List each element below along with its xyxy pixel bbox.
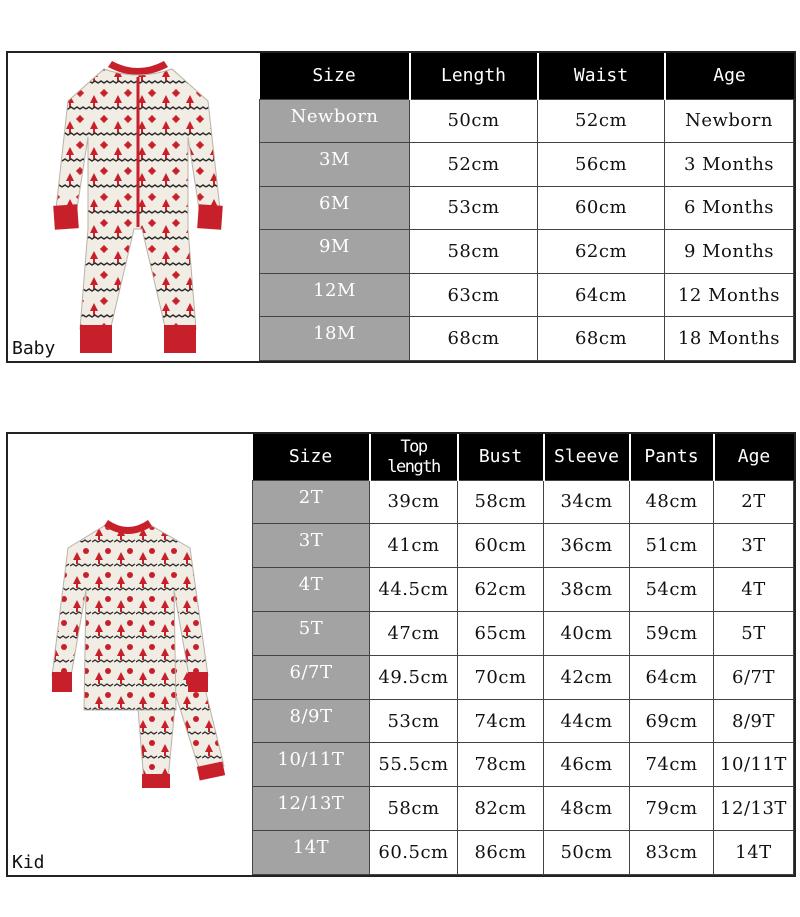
size-cell: 5T	[253, 611, 370, 655]
age-cell: 18 Months	[665, 317, 794, 361]
table-row	[260, 317, 794, 361]
baby-section-label: Baby	[12, 338, 56, 359]
size-cell: Newborn	[260, 99, 410, 143]
sleeve-cell: 36cm	[544, 524, 630, 568]
table-row	[253, 699, 794, 743]
pants-cell: 79cm	[630, 787, 714, 831]
size-cell: 12M	[260, 273, 410, 317]
age-cell: 12 Months	[665, 273, 794, 317]
bust-cell: 70cm	[458, 655, 544, 699]
size-cell: 18M	[260, 317, 410, 361]
top-length-cell: 39cm	[370, 480, 458, 524]
age-cell: 10/11T	[714, 743, 794, 787]
table-header-row	[260, 53, 794, 99]
length-cell: 58cm	[410, 230, 538, 274]
bust-cell: 82cm	[458, 787, 544, 831]
header-top-length: Top length	[370, 434, 458, 480]
length-cell: 50cm	[410, 99, 538, 143]
bust-cell: 58cm	[458, 480, 544, 524]
bust-cell: 74cm	[458, 699, 544, 743]
top-length-cell: 49.5cm	[370, 655, 458, 699]
table-row	[260, 99, 794, 143]
age-cell: 14T	[714, 831, 794, 875]
age-cell: 8/9T	[714, 699, 794, 743]
header-size: Size	[253, 434, 370, 480]
header-age: Age	[714, 434, 794, 480]
header-size: Size	[260, 53, 410, 99]
size-cell: 12/13T	[253, 787, 370, 831]
top-length-cell: 53cm	[370, 699, 458, 743]
bust-cell: 65cm	[458, 611, 544, 655]
length-cell: 53cm	[410, 186, 538, 230]
length-cell: 68cm	[410, 317, 538, 361]
top-length-cell: 41cm	[370, 524, 458, 568]
size-cell: 10/11T	[253, 743, 370, 787]
size-cell: 3T	[253, 524, 370, 568]
table-row	[253, 655, 794, 699]
age-cell: 12/13T	[714, 787, 794, 831]
pants-cell: 74cm	[630, 743, 714, 787]
table-row	[253, 524, 794, 568]
pants-cell: 69cm	[630, 699, 714, 743]
sleeve-cell: 46cm	[544, 743, 630, 787]
sleeve-cell: 50cm	[544, 831, 630, 875]
waist-cell: 64cm	[538, 273, 665, 317]
baby-size-table	[259, 53, 794, 361]
table-header-row	[253, 434, 794, 480]
waist-cell: 56cm	[538, 143, 665, 187]
baby-size-chart	[6, 51, 796, 363]
pants-cell: 48cm	[630, 480, 714, 524]
length-cell: 52cm	[410, 143, 538, 187]
table-row	[253, 787, 794, 831]
kid-pajama-set-image	[48, 520, 228, 790]
sleeve-cell: 48cm	[544, 787, 630, 831]
top-length-cell: 60.5cm	[370, 831, 458, 875]
bust-cell: 78cm	[458, 743, 544, 787]
table-row	[260, 143, 794, 187]
sleeve-cell: 42cm	[544, 655, 630, 699]
age-cell: 6/7T	[714, 655, 794, 699]
pants-cell: 83cm	[630, 831, 714, 875]
header-length: Length	[410, 53, 538, 99]
waist-cell: 60cm	[538, 186, 665, 230]
top-length-cell: 55.5cm	[370, 743, 458, 787]
kid-size-table	[252, 434, 794, 875]
age-cell: 6 Months	[665, 186, 794, 230]
pants-cell: 64cm	[630, 655, 714, 699]
table-row	[260, 230, 794, 274]
bust-cell: 60cm	[458, 524, 544, 568]
age-cell: 9 Months	[665, 230, 794, 274]
pants-cell: 59cm	[630, 611, 714, 655]
table-row	[253, 480, 794, 524]
baby-onesie-image	[38, 59, 238, 359]
sleeve-cell: 34cm	[544, 480, 630, 524]
header-waist: Waist	[538, 53, 665, 99]
age-cell: 4T	[714, 568, 794, 612]
size-cell: 9M	[260, 230, 410, 274]
age-cell: Newborn	[665, 99, 794, 143]
header-bust: Bust	[458, 434, 544, 480]
table-row	[260, 186, 794, 230]
waist-cell: 62cm	[538, 230, 665, 274]
size-cell: 8/9T	[253, 699, 370, 743]
kid-photo-pane	[8, 434, 254, 875]
age-cell: 3T	[714, 524, 794, 568]
table-row	[253, 611, 794, 655]
table-row	[253, 568, 794, 612]
sleeve-cell: 38cm	[544, 568, 630, 612]
size-cell: 6/7T	[253, 655, 370, 699]
baby-photo-pane	[8, 53, 261, 361]
size-cell: 3M	[260, 143, 410, 187]
waist-cell: 52cm	[538, 99, 665, 143]
header-pants: Pants	[630, 434, 714, 480]
size-cell: 6M	[260, 186, 410, 230]
size-cell: 14T	[253, 831, 370, 875]
age-cell: 5T	[714, 611, 794, 655]
bust-cell: 86cm	[458, 831, 544, 875]
sleeve-cell: 44cm	[544, 699, 630, 743]
sleeve-cell: 40cm	[544, 611, 630, 655]
age-cell: 2T	[714, 480, 794, 524]
size-cell: 4T	[253, 568, 370, 612]
age-cell: 3 Months	[665, 143, 794, 187]
top-length-cell: 44.5cm	[370, 568, 458, 612]
kid-section-label: Kid	[12, 852, 45, 873]
table-row	[260, 273, 794, 317]
bust-cell: 62cm	[458, 568, 544, 612]
waist-cell: 68cm	[538, 317, 665, 361]
table-row	[253, 743, 794, 787]
pants-cell: 51cm	[630, 524, 714, 568]
top-length-cell: 47cm	[370, 611, 458, 655]
table-row	[253, 831, 794, 875]
size-cell: 2T	[253, 480, 370, 524]
top-length-cell: 58cm	[370, 787, 458, 831]
kid-size-chart	[6, 432, 796, 877]
header-age: Age	[665, 53, 794, 99]
length-cell: 63cm	[410, 273, 538, 317]
pants-cell: 54cm	[630, 568, 714, 612]
header-sleeve: Sleeve	[544, 434, 630, 480]
